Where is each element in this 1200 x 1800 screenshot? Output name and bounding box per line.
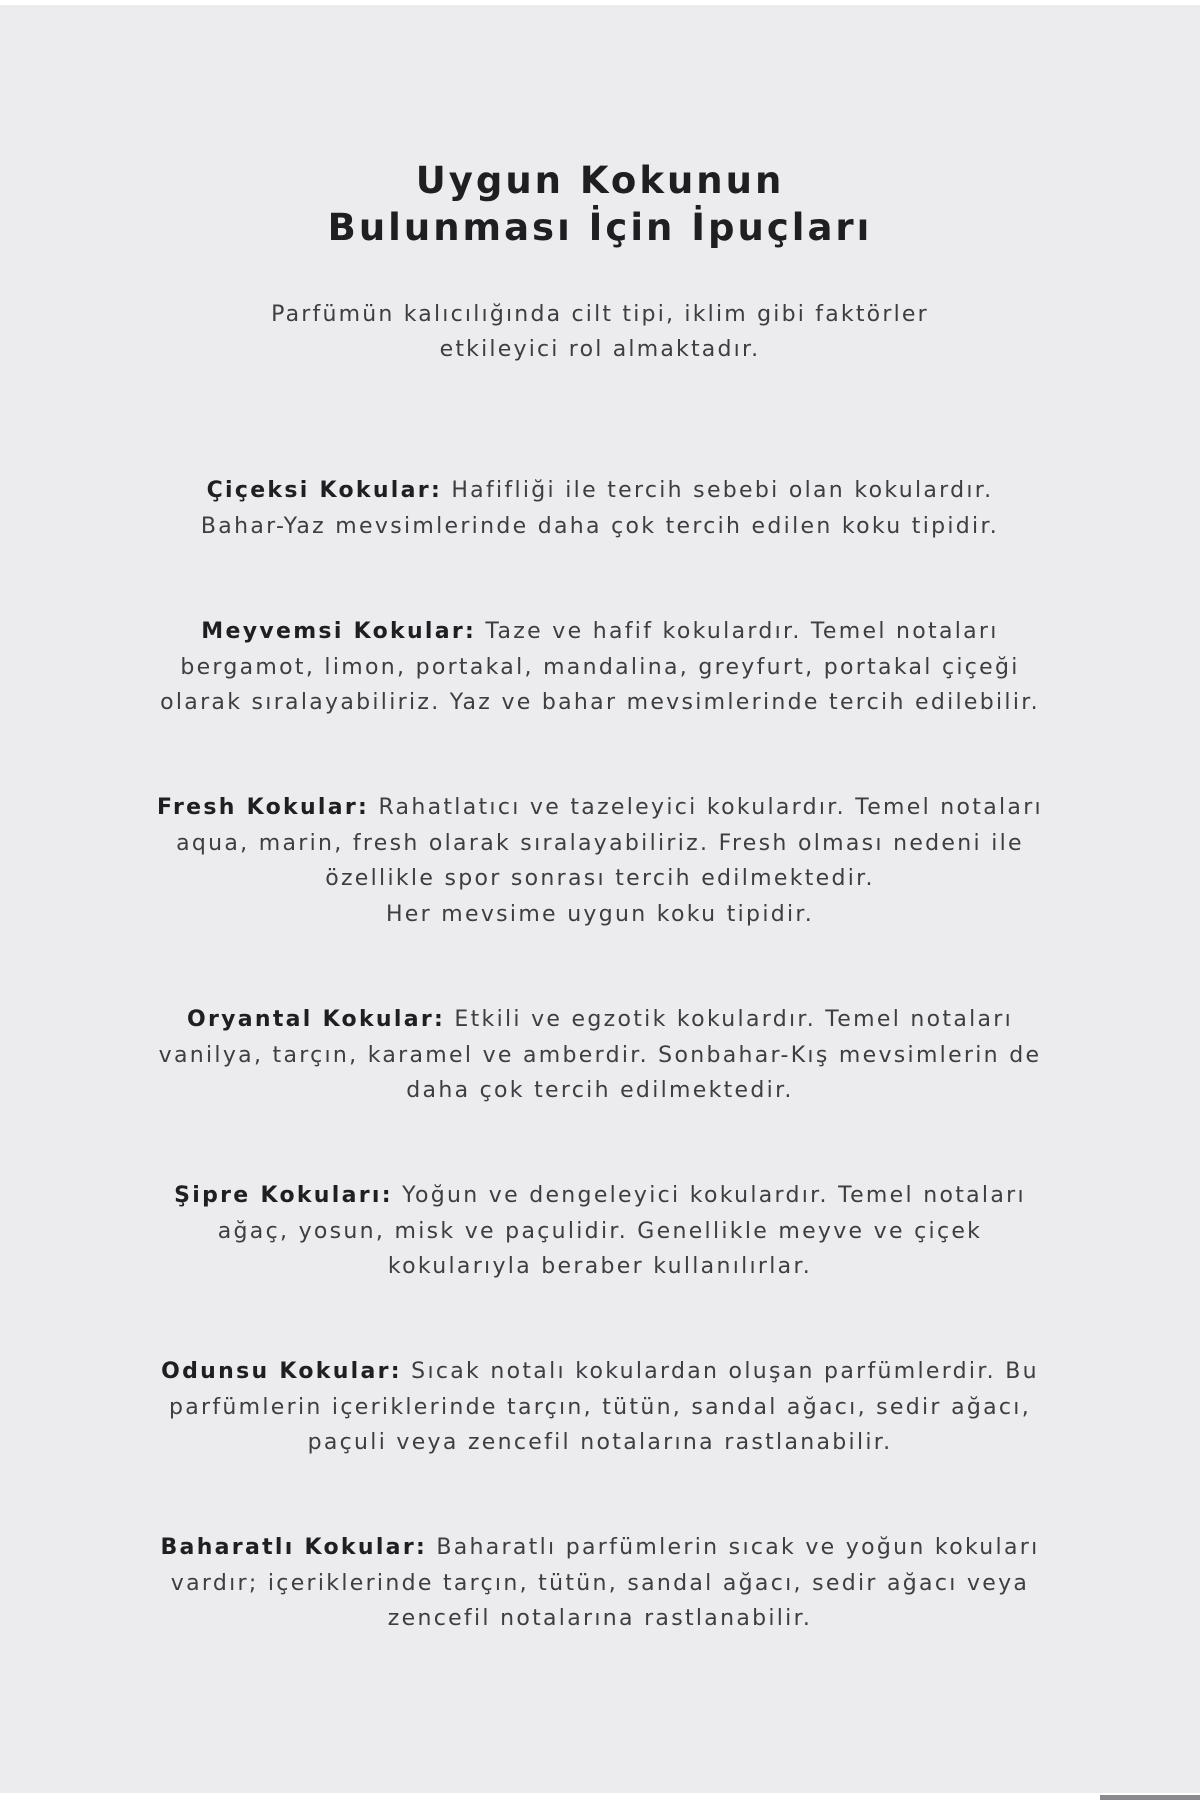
section-floral-text-2: Bahar-Yaz mevsimlerinde daha çok tercih edilen koku tipidir. xyxy=(200,513,1000,539)
section-oriental-text-1: Etkili ve egzotik kokulardır. Temel notaları xyxy=(445,1007,1014,1032)
section-chypre-line-1 xyxy=(0,1178,1200,1214)
section-woody-text-2: parfümlerin içeriklerinde tarçın, tütün, sandal ağacı, sedir ağacı, xyxy=(168,1394,1031,1420)
section-woody-text-1: Sıcak notalı kokulardan oluşan parfümlerdir. Bu xyxy=(401,1359,1039,1384)
section-woody-term: Odunsu Kokular: xyxy=(161,1359,402,1384)
section-spicy xyxy=(0,1530,1200,1637)
page-title-line-2: Bulunması İçin İpuçları xyxy=(327,206,873,249)
section-floral-text-1: Hafifliği ile tercih sebebi olan kokulardır. xyxy=(442,478,994,503)
section-floral-line-1 xyxy=(0,473,1200,509)
section-woody-text-3: paçuli veya zencefil notalarına rastlanabilir. xyxy=(307,1430,893,1455)
section-chypre xyxy=(0,1178,1200,1285)
intro-paragraph xyxy=(0,297,1200,367)
section-fresh-line-1 xyxy=(0,790,1200,826)
section-fresh-term: Fresh Kokular: xyxy=(157,795,370,820)
section-chypre-text-1: Yoğun ve dengeleyici kokulardır. Temel notaları xyxy=(392,1183,1026,1208)
section-woody-line-1 xyxy=(0,1354,1200,1390)
section-woody xyxy=(0,1354,1200,1461)
section-fresh-text-2: aqua, marin, fresh olarak sıralayabiliriz. Fresh olması nedeni ile xyxy=(176,830,1024,856)
page-title xyxy=(0,157,1200,251)
section-oriental-text-3: daha çok tercih edilmektedir. xyxy=(406,1078,794,1103)
section-chypre-text-3: kokularıyla beraber kullanılırlar. xyxy=(387,1254,813,1279)
section-oriental-text-2: vanilya, tarçın, karamel ve amberdir. Sonbahar-Kış mevsimlerin de xyxy=(158,1042,1042,1068)
section-oriental-term: Oryantal Kokular: xyxy=(186,1007,446,1032)
section-fruity-text-1: Taze ve hafif kokulardır. Temel notaları xyxy=(476,619,999,644)
corner-accent-bar xyxy=(1100,1795,1200,1800)
section-spicy-text-2: vardır; içeriklerinde tarçın, tütün, sandal ağacı, sedir ağacı veya xyxy=(170,1570,1030,1596)
section-floral xyxy=(0,473,1200,544)
section-spicy-text-3: zencefil notalarına rastlanabilir. xyxy=(387,1606,813,1631)
section-oriental-line-1 xyxy=(0,1002,1200,1038)
section-chypre-text-2: ağaç, yosun, misk ve paçulidir. Genellikle meyve ve çiçek xyxy=(217,1218,983,1244)
section-fruity xyxy=(0,614,1200,721)
section-fruity-text-2: bergamot, limon, portakal, mandalina, greyfurt, portakal çiçeği xyxy=(180,654,1020,680)
intro-line-2: etkileyici rol almaktadır. xyxy=(439,337,761,362)
section-fresh-text-1: Rahatlatıcı ve tazeleyici kokulardır. Temel notaları xyxy=(369,795,1043,820)
section-spicy-term: Baharatlı Kokular: xyxy=(160,1535,428,1560)
section-fresh-text-3: özellikle spor sonrası tercih edilmektedir. xyxy=(325,866,875,891)
section-chypre-term: Şipre Kokuları: xyxy=(174,1183,393,1208)
section-spicy-text-1: Baharatlı parfümlerin sıcak ve yoğun kokuları xyxy=(427,1535,1040,1560)
section-fresh-text-4: Her mevsime uygun koku tipidir. xyxy=(385,901,815,927)
section-spicy-line-1 xyxy=(0,1530,1200,1566)
info-card xyxy=(0,5,1200,1793)
section-fruity-line-1 xyxy=(0,614,1200,650)
section-fruity-term: Meyvemsi Kokular: xyxy=(201,619,477,644)
section-fruity-text-3: olarak sıralayabiliriz. Yaz ve bahar mevsimlerinde tercih edilebilir. xyxy=(160,690,1040,715)
page-title-line-1: Uygun Kokunun xyxy=(415,159,785,202)
section-oriental xyxy=(0,1002,1200,1109)
intro-line-1: Parfümün kalıcılığında cilt tipi, iklim gibi faktörler xyxy=(271,302,929,327)
section-floral-term: Çiçeksi Kokular: xyxy=(206,478,443,503)
section-fresh xyxy=(0,790,1200,932)
